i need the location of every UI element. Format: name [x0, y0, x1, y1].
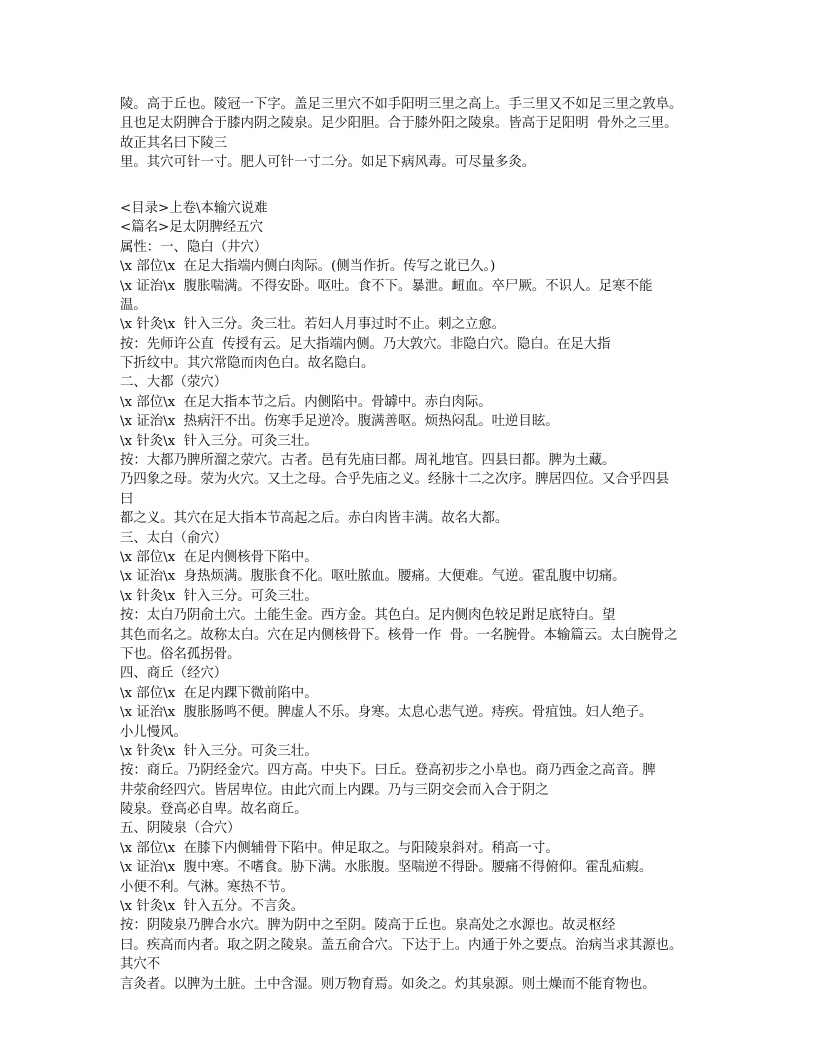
section-dadu: [120, 373, 710, 528]
text-line: \x 部位\x 在足内侧核骨下陷中。: [120, 549, 318, 565]
text-line: \x 证治\x 身热烦满。腹胀食不化。呕吐脓血。腰痛。大便难。气逆。霍乱腹中切痛。: [120, 569, 626, 585]
text-line: 陵。高于丘也。陵冠一下字。盖足三里穴不如手阳明三里之高上。手三里又不如足三里之敦阜。: [120, 97, 683, 112]
text-line: 按：太白乃阴俞土穴。土能生金。西方金。其色白。足内侧肉色较足跗足底特白。望: [120, 608, 616, 624]
section-title: 属性：一、隐白（井穴）: [120, 239, 268, 255]
text-line: 乃四象之母。荥为火穴。又土之母。合乎先庙之义。经脉十二之次序。脾居四位。又合乎四县: [120, 472, 670, 488]
section-yinbai: [120, 238, 710, 374]
spacer: [120, 192, 710, 199]
section-shangqiu: [120, 664, 710, 819]
text-line: 其色而名之。故称太白。穴在足内侧核骨下。核骨一作 骨。一名腕骨。本输篇云。太白腕骨之: [120, 627, 678, 643]
text-line: \x 证治\x 腹胀肠鸣不便。脾虚人不乐。身寒。太息心悲气逆。痔疾。骨疽蚀。妇人绝子。: [120, 705, 653, 721]
text-line: 按：阴陵泉乃脾合水穴。脾为阴中之至阴。陵高于丘也。泉高处之水源也。故灵枢经: [120, 918, 616, 934]
text-line: 井荥俞经四穴。皆居卑位。由此穴而上内踝。乃与三阴交会而入合于阴之: [120, 782, 549, 798]
text-line: \x 部位\x 在足大指端内侧白肉际。(侧当作折。传写之讹已久。): [120, 259, 496, 275]
section-title: 二、大都（荥穴）: [120, 375, 228, 391]
text-line: 小儿慢风。: [120, 724, 187, 740]
text-line: 都之义。其穴在足大指本节高起之后。赤白肉皆丰满。故名大都。: [120, 511, 509, 527]
text-line: 曰。疾高而内者。取之阴之陵泉。盖五俞合穴。下达于上。内通于外之要点。治病当求其源也。: [120, 937, 683, 953]
text-line: 曰: [120, 491, 134, 507]
text-line: 下也。俗名孤拐骨。: [120, 646, 241, 662]
text-line: \x 针灸\x 针入三分。可灸三壮。: [120, 588, 318, 604]
text-line: \x 针灸\x 针入三分。灸三壮。若妇人月事过时不止。刺之立愈。: [120, 317, 506, 333]
text-line: \x 证治\x 热病汗不出。伤寒手足逆冷。腹满善呕。烦热闷乱。吐逆目眩。: [120, 414, 559, 430]
section-title: 四、商丘（经穴）: [120, 666, 228, 682]
text-line: 且也足太阴脾合于膝内阴之陵泉。足少阳胆。合于膝外阳之陵泉。皆高于足阳明 骨外之三里。: [120, 116, 678, 132]
section-title: 五、阴陵泉（合穴）: [120, 821, 241, 837]
text-line: 里。其穴可针一寸。肥人可针一寸二分。如足下病风毒。可尽量多灸。: [120, 155, 536, 171]
catalog-heading: <目录>上卷\本输穴说难: [120, 200, 268, 216]
text-line: 按：先师许公直 传授有云。足大指端内侧。乃大敦穴。非隐白穴。隐白。在足大指: [120, 336, 611, 352]
text-line: \x 针灸\x 针入三分。可灸三壮。: [120, 743, 318, 759]
blank-line: [120, 173, 710, 192]
text-line: 按：大都乃脾所溜之荥穴。古者。邑有先庙曰都。周礼地官。四县曰都。脾为土藏。: [120, 453, 616, 469]
text-line: \x 部位\x 在足内踝下微前陷中。: [120, 685, 318, 701]
text-line: 故正其名曰下陵三: [120, 135, 228, 151]
text-line: 按：商丘。乃阴经金穴。四方高。中央下。曰丘。登高初步之小阜也。商乃西金之高音。脾: [120, 763, 656, 779]
text-line: 言灸者。以脾为土脏。土中含湿。则万物育焉。如灸之。灼其泉源。则土燥而不能育物也。: [120, 976, 656, 992]
text-line: 其穴不: [120, 957, 161, 973]
text-line: 下折纹中。其穴常隐而肉色白。故名隐白。: [120, 356, 375, 372]
text-line: 陵泉。登高必自卑。故名商丘。: [120, 802, 308, 818]
text-line: \x 针灸\x 针入三分。可灸三壮。: [120, 433, 318, 449]
intro-paragraph: [120, 95, 710, 173]
text-line: \x 针灸\x 针入五分。不言灸。: [120, 899, 305, 915]
chapter-heading: <篇名>足太阴脾经五穴: [120, 220, 263, 236]
text-line: 小便不利。气淋。寒热不节。: [120, 879, 295, 895]
text-line: \x 部位\x 在足大指本节之后。内侧陷中。骨罅中。赤白肉际。: [120, 394, 492, 410]
section-yinlingquan: [120, 819, 710, 994]
text-line: \x 部位\x 在膝下内侧辅骨下陷中。伸足取之。与阳陵泉斜对。稍高一寸。: [120, 840, 559, 856]
document-page: [120, 95, 710, 994]
text-line: \x 证治\x 腹中寒。不嗜食。胁下满。水胀腹。坚喘逆不得卧。腰痛不得俯仰。霍乱疝瘕。: [120, 860, 653, 876]
section-title: 三、太白（俞穴）: [120, 530, 228, 546]
section-taibai: [120, 529, 710, 665]
text-line: 温。: [120, 297, 147, 313]
text-line: \x 证治\x 腹胀喘满。不得安卧。呕吐。食不下。暴泄。衄血。卒尸厥。不识人。足寒不能: [120, 278, 653, 294]
